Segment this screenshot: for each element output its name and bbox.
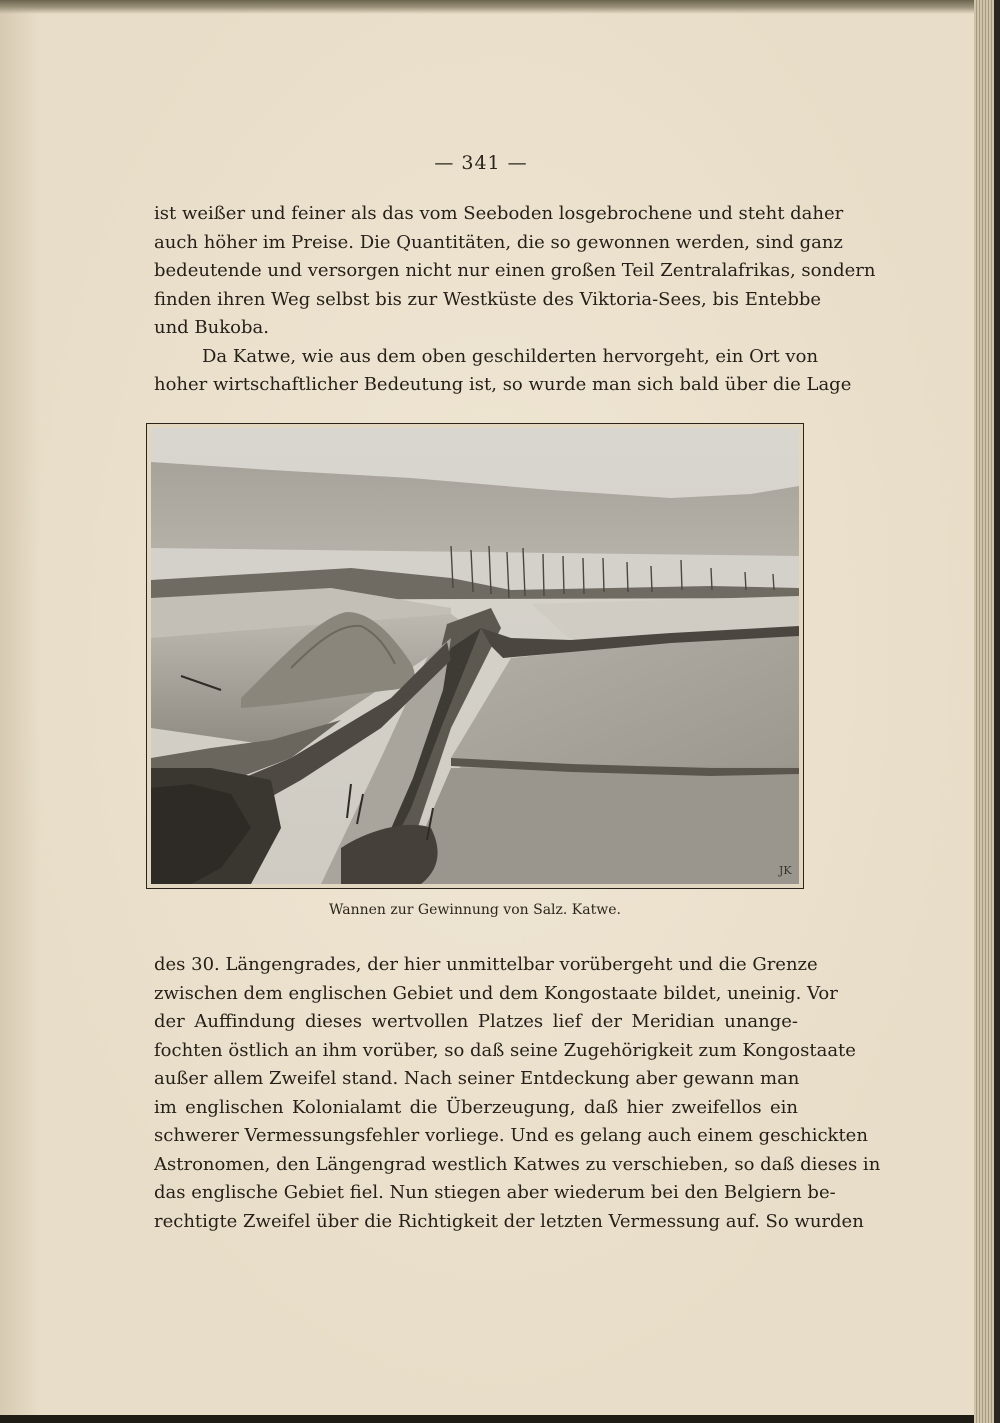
text-line: Astronomen, den Längengrad westlich Katwes zu verschieben, so daß dieses in — [154, 1153, 881, 1175]
page-bottom-edge — [0, 1415, 982, 1423]
text-line: Da Katwe, wie aus dem oben geschilderten hervorgeht, ein Ort von — [202, 345, 819, 367]
text-line: rechtigte Zweifel über die Richtigkeit der letzten Vermessung auf. So wurden — [154, 1210, 864, 1232]
text-line: des 30. Längengrades, der hier unmittelbar vorübergeht und die Grenze — [154, 954, 818, 975]
text-line: schwerer Vermessungsfehler vorliege. Und es gelang auch einem geschickten — [154, 1125, 868, 1146]
text-line: auch höher im Preise. Die Quantitäten, die so gewonnen werden, sind ganz — [154, 231, 843, 253]
text-line: zwischen dem englischen Gebiet und dem Kongostaate bildet, uneinig. Vor — [154, 982, 838, 1004]
salt-pans-photo — [151, 428, 799, 884]
page-top-edge — [0, 0, 982, 14]
text-line: finden ihren Weg selbst bis zur Westküste des Viktoria-Sees, bis Entebbe — [154, 288, 822, 310]
page-stack-edge — [974, 0, 1000, 1423]
text-line: bedeutende und versorgen nicht nur einen großen Teil Zentralafrikas, sondern — [154, 260, 876, 281]
text-line: im englischen Kolonialamt die Überzeugung, daß hier zweifellos ein — [154, 1096, 798, 1118]
text-line: hoher wirtschaftlicher Bedeutung ist, so wurde man sich bald über die Lage — [154, 374, 852, 395]
text-line: ist weißer und feiner als das vom Seeboden losgebrochene und steht daher — [154, 203, 844, 224]
text-line: und Bukoba. — [154, 317, 269, 338]
text-block-top — [154, 200, 876, 400]
photo-figure — [146, 423, 804, 889]
text-line: der Auffindung dieses wertvollen Platzes lief der Meridian unange- — [154, 1011, 798, 1032]
text-block-bottom — [154, 951, 881, 1236]
page-number: — 341 — — [434, 152, 528, 174]
artist-monogram: JK — [779, 864, 792, 877]
text-line: das englische Gebiet fiel. Nun stiegen aber wiederum bei den Belgiern be- — [154, 1182, 836, 1203]
text-line: fochten östlich an ihm vorüber, so daß seine Zugehörigkeit zum Kongostaate — [154, 1039, 856, 1061]
text-line: außer allem Zweifel stand. Nach seiner Entdeckung aber gewann man — [154, 1068, 800, 1089]
figure-caption: Wannen zur Gewinnung von Salz. Katwe. — [329, 902, 621, 918]
